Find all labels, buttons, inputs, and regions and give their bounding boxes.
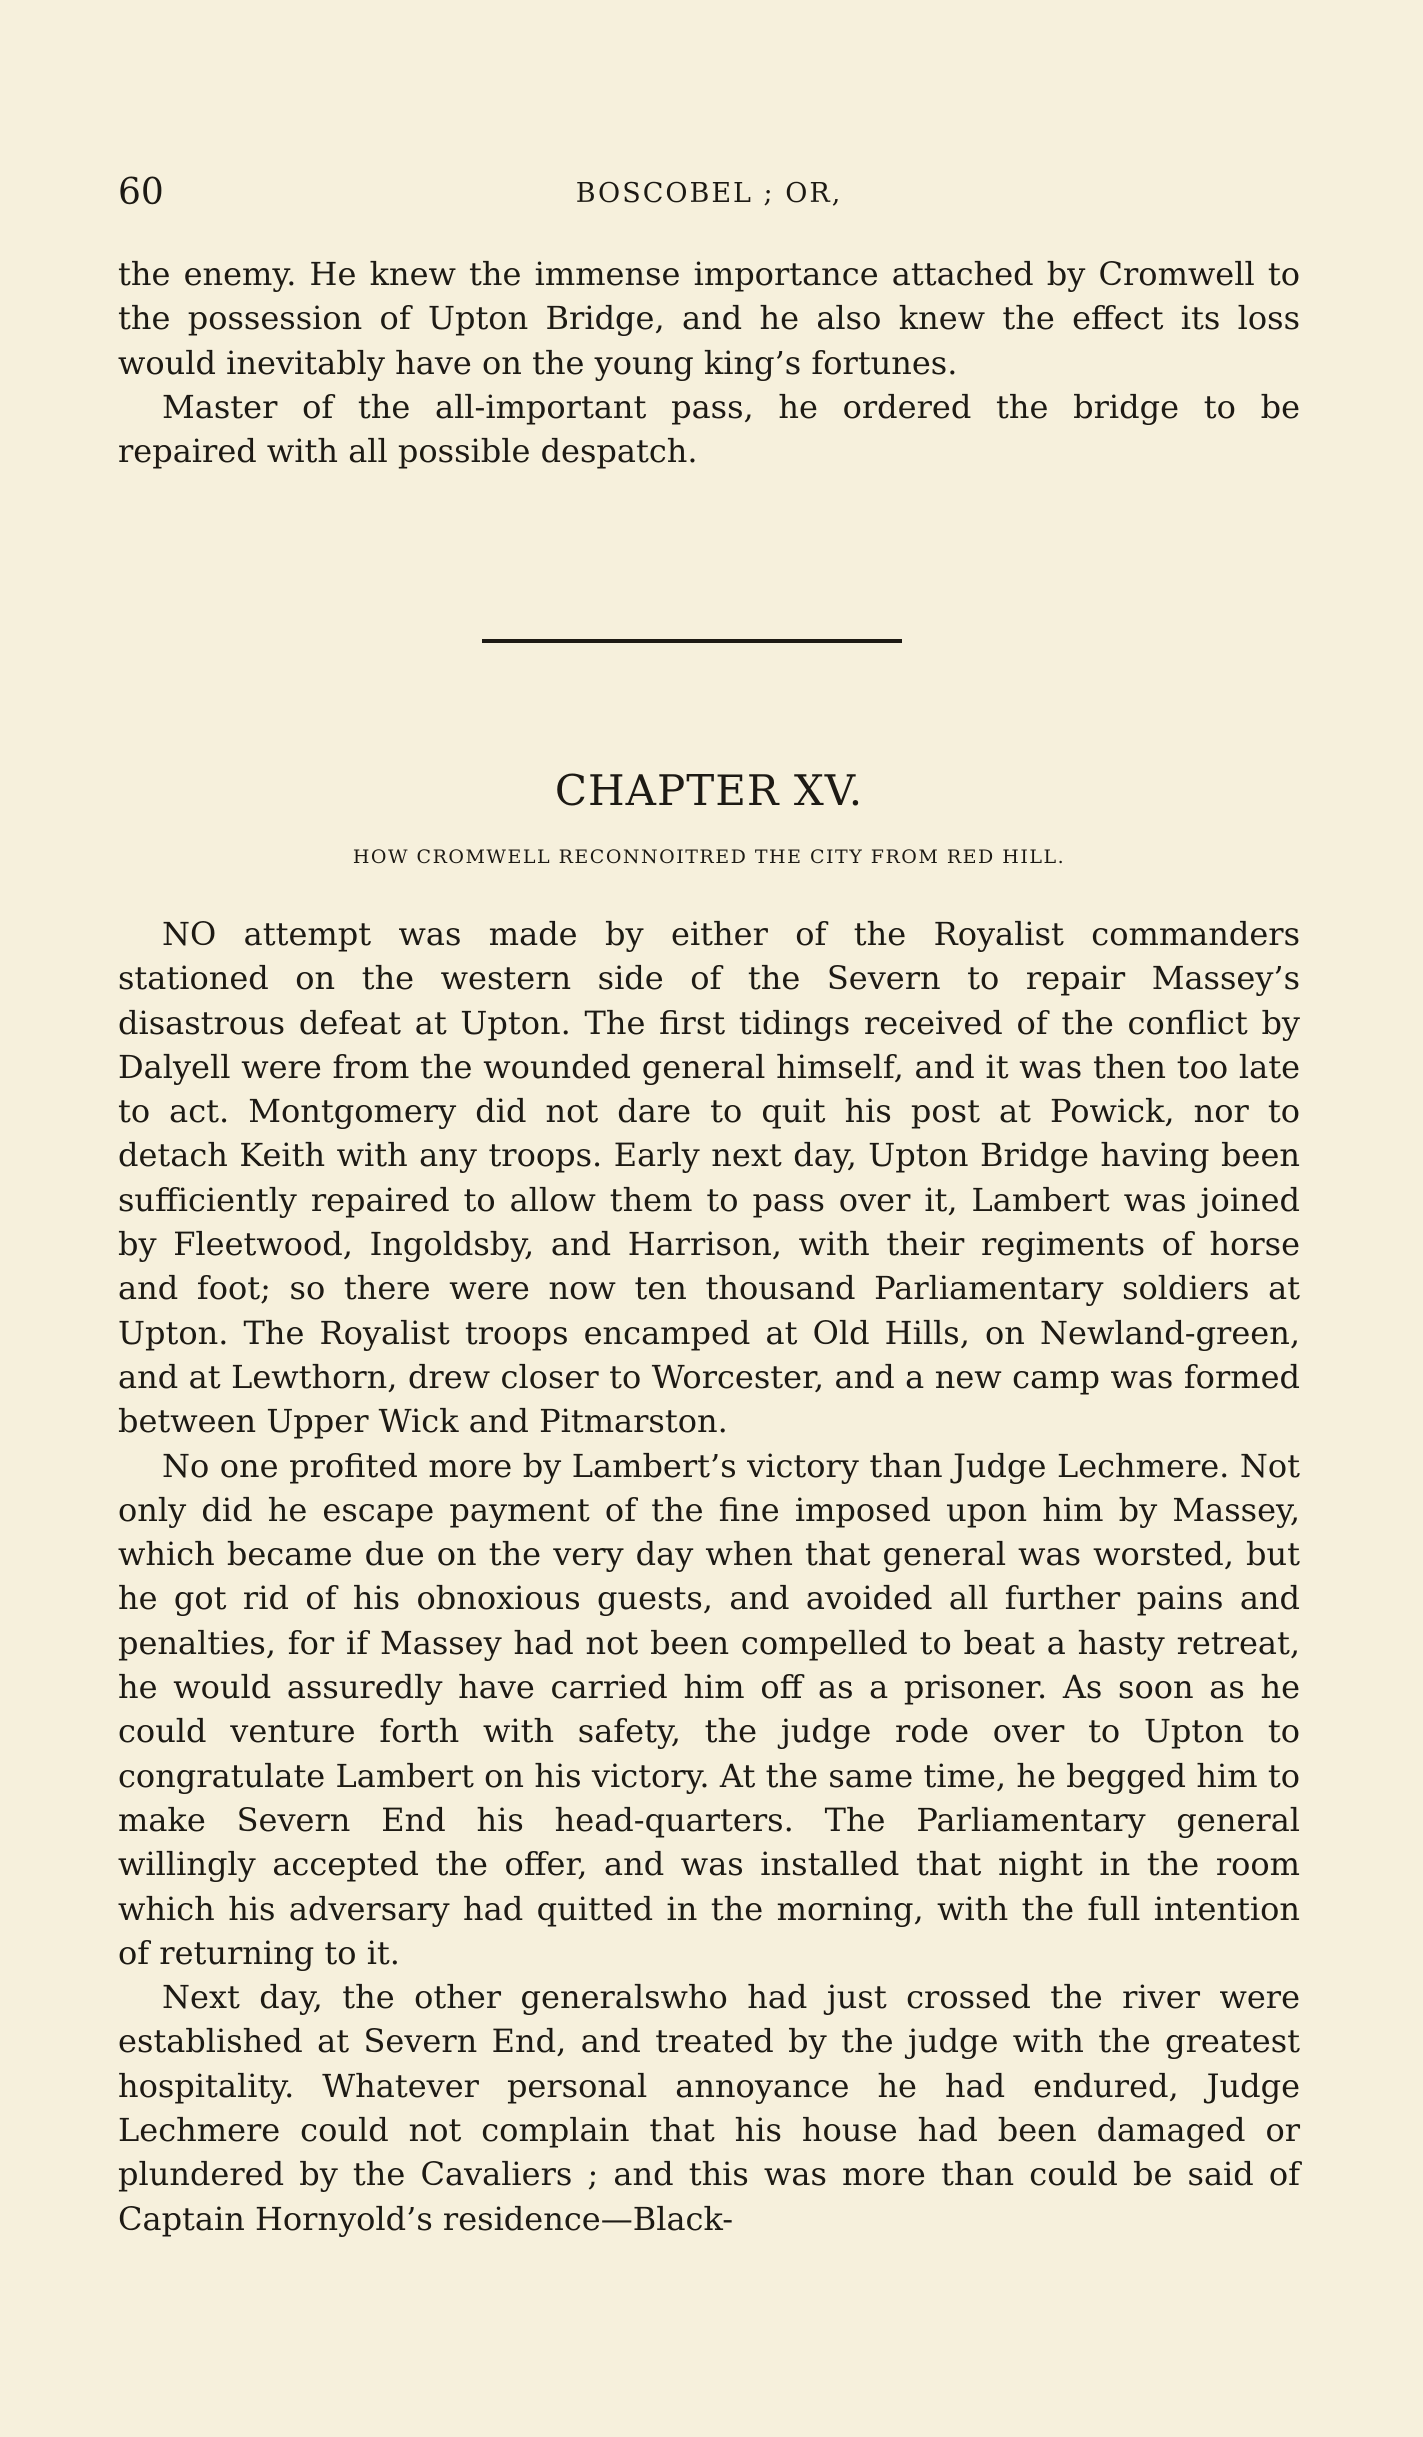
page-number: 60 <box>118 172 164 213</box>
section-divider <box>482 639 902 643</box>
chapter-text <box>118 912 1300 2241</box>
paragraph: No one profited more by Lambert’s victory than Judge Lechmere. Not only did he escape payment of the fine imposed upon him by Massey, which became due on the very day when that general was worsted, but he got rid of his obnoxious guests, and avoided all further pains and penalties, for if Massey had not been compelled to beat a hasty retreat, he would assuredly have carried him off as a prisoner. As soon as he could venture forth with safety, the judge rode over to Upton to congratulate Lambert on his victory. At the same time, he begged him to make Severn End his head-quarters. The Parliamentary general willingly accepted the offer, and was installed that night in the room which his adversary had quitted in the morning, with the full intention of returning to it. <box>118 1446 1300 1972</box>
paragraph: Master of the all-important pass, he ordered the bridge to be repaired with all possible despatch. <box>118 387 1300 471</box>
intro-text <box>118 252 1300 473</box>
paragraph: Next day, the other generalswho had just crossed the river were established at Severn End, and treated by the judge with the greatest hospitality. Whatever personal annoyance he had endured, Judge Lechmere could not complain that his house had been damaged or plundered by the Cavaliers ; and this was more than could be said of Captain Hornyold’s residence—Black- <box>118 1978 1300 2238</box>
paragraph: NO attempt was made by either of the Royalist commanders stationed on the western side of the Severn to repair Massey’s disastrous defeat at Upton. The first tidings received of the conflict by Dalyell were from the wounded general himself, and it was then too late to act. Montgomery did not dare to quit his post at Powick, nor to detach Keith with any troops. Early next day, Upton Bridge having been sufficiently repaired to allow them to pass over it, Lambert was joined by Fleetwood, Ingoldsby, and Harrison, with their regiments of horse and foot; so there were now ten thousand Parliamentary soldiers at Upton. The Royalist troops encamped at Old Hills, on Newland-green, and at Lewthorn, drew closer to Worcester, and a new camp was formed between Upper Wick and Pitmarston. <box>118 915 1300 1441</box>
paragraph: the enemy. He knew the immense importance attached by Cromwell to the possession of Upton Bridge, and he also knew the effect its loss would inevitably have on the young king’s fortunes. <box>118 255 1300 382</box>
chapter-subtitle: HOW CROMWELL RECONNOITRED THE CITY FROM RED HILL. <box>352 846 1066 868</box>
chapter-title: CHAPTER XV. <box>554 766 864 815</box>
running-head <box>118 172 1300 222</box>
running-title: BOSCOBEL ; OR, <box>575 178 843 209</box>
